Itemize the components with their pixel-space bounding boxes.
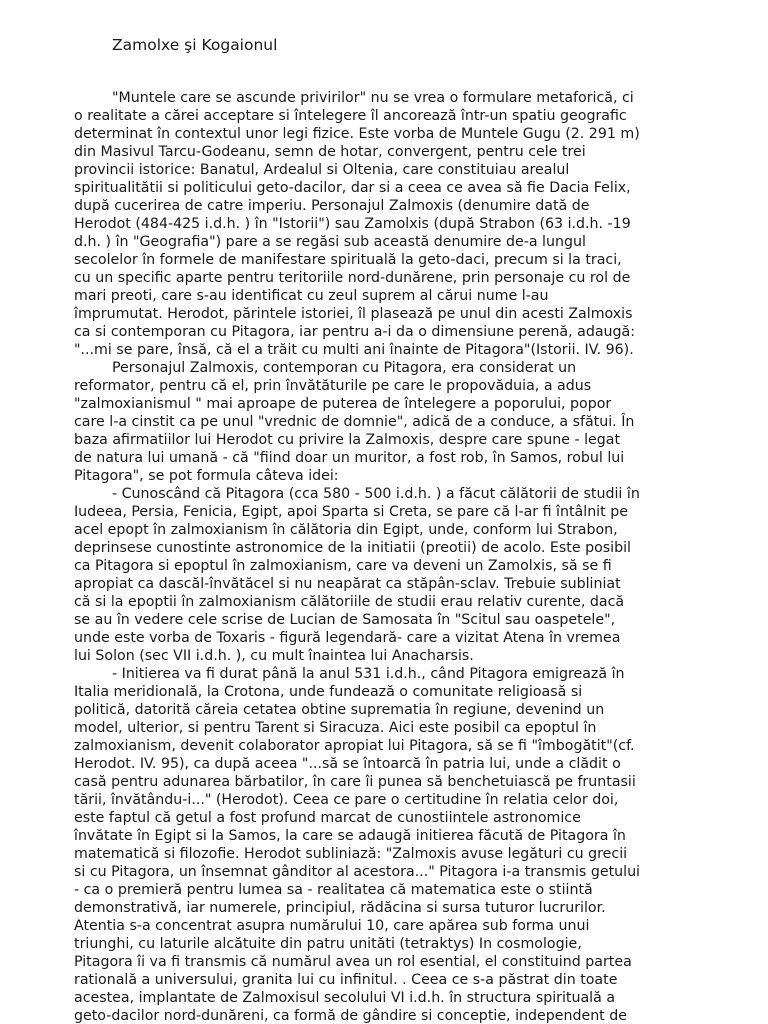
text-line: din Masivul Tarcu-Godeanu, semn de hotar, convergent, pentru cele trei [74, 144, 586, 160]
text-line: Iudeea, Persia, Fenicia, Egipt, apoi Sparta si Creta, se pare că l-ar fi întâlnit pe [74, 504, 628, 520]
text-line: baza afirmatiilor lui Herodot cu privire la Zalmoxis, despre care spune - legat [74, 432, 621, 448]
text-line: ca si contemporan cu Pitagora, iar pentru a-i da o dimensiune perenă, adaugă: [74, 324, 635, 340]
text-line: model, ulterior, si pentru Tarent si Siracuza. Aici este posibil ca epoptul în [74, 720, 597, 736]
text-line: Italia meridională, la Crotona, unde fundează o comunitate religioasă si [74, 684, 583, 700]
text-line: deprinsese cunostinte astronomice de la initiatii (preotii) de acolo. Este posibil [74, 540, 631, 556]
text-line: matematică si filozofie. Herodot subliniază: "Zalmoxis avuse legături cu grecii [74, 846, 628, 862]
text-line: cu un specific aparte pentru teritoriile nord-dunărene, prin personaje cu rol de [74, 270, 631, 286]
text-line: mari preoti, care s-au identificat cu zeul suprem al cărui nume l-au [74, 288, 549, 304]
document-title: Zamolxe şi Kogaionul [112, 36, 278, 54]
text-line: - Initierea va fi durat până la anul 531 i.d.h., când Pitagora emigrează în [112, 666, 625, 682]
text-line: "...mi se pare, însă, că el a trăit cu multi ani înainte de Pitagora"(Istorii. IV. 96). [74, 342, 634, 358]
text-line: Pitagora îi va fi transmis că numărul avea un rol esential, el constituind partea [74, 954, 632, 970]
text-line: acel epopt în zalmoxianism în călătoria din Egipt, unde, conform lui Strabon, [74, 522, 618, 538]
text-line: că si la epoptii în zalmoxianism călătoriile de studii erau relativ curente, dacă [74, 594, 625, 610]
text-line: triunghi, cu laturile alcătuite din patru unităti (tetraktys) In cosmologie, [74, 936, 582, 952]
text-line: învătate în Egipt si la Samos, la care se adaugă initierea făcută de Pitagora în [74, 828, 626, 844]
text-line: "zalmoxianismul " mai aproape de puterea de întelegere a poporului, popor [74, 396, 612, 412]
text-line: - Cunoscând că Pitagora (cca 580 - 500 i.d.h. ) a făcut călătorii de studii în [112, 486, 640, 502]
text-line: spiritualitătii si politicului geto-dacilor, dar si a ceea ce avea să fie Dacia Felix, [74, 180, 631, 196]
text-line: apropiat ca dascăl-învătăcel si nu neapărat ca stăpân-sclav. Trebuie subliniat [74, 576, 621, 592]
text-line: lui Solon (sec VII i.d.h. ), cu mult înaintea lui Anacharsis. [74, 648, 474, 664]
text-line: unde este vorba de Toxaris - figură legendară- care a vizitat Atena în vremea [74, 630, 621, 646]
text-line: "Muntele care se ascunde privirilor" nu se vrea o formulare metaforică, ci [112, 90, 634, 106]
text-line: de natura lui umană - că "fiind doar un muritor, a fost rob, în Samos, robul lui [74, 450, 625, 466]
text-line: geto-dacilor nord-dunăreni, ca formă de gândire si conceptie, independent de [74, 1008, 627, 1024]
text-line: împrumutat. Herodot, părintele istoriei, îl plasează pe unul din acesti Zalmoxis [74, 306, 633, 322]
text-line: tării, învătându-i..." (Herodot). Ceea ce pare o certitudine în relatia celor doi, [74, 792, 619, 808]
text-line: reformator, pentru că el, prin învătăturile pe care le propovăduia, a adus [74, 378, 592, 394]
text-line: Herodot. IV. 95), ca după aceea "...să se întoarcă în patria lui, unde a clădit o [74, 756, 621, 772]
text-line: si cu Pitagora, un însemnat gânditor al acestora..." Pitagora i-a transmis getului [74, 864, 640, 880]
text-line: este faptul că getul a fost profund marcat de cunostiintele astronomice [74, 810, 581, 826]
text-line: acestea, implantate de Zalmoxisul secolului VI i.d.h. în structura spirituală a [74, 990, 616, 1006]
text-line: ca Pitagora si epoptul în zalmoxianism, care va deveni un Zamolxis, să se fi [74, 558, 612, 574]
text-line: o realitate a cărei acceptare si întelegere îl ancorează într-un spatiu geografic [74, 108, 627, 124]
text-line: după cucerirea de catre imperiu. Personajul Zalmoxis (denumire dată de [74, 198, 590, 214]
text-line: secolelor în formele de manifestare spirituală la geto-daci, precum si la traci, [74, 252, 622, 268]
text-line: determinat în contextul unor legi fizice. Este vorba de Muntele Gugu (2. 291 m) [74, 126, 640, 142]
text-line: Herodot (484-425 i.d.h. ) în "Istorii") sau Zamolxis (după Strabon (63 i.d.h. -19 [74, 216, 631, 232]
text-line: d.h. ) în "Geografia") pare a se regăsi sub această denumire de-a lungul [74, 234, 586, 250]
text-line: care l-a cinstit ca pe unul "vrednic de domnie", adică de a conduce, a sfătui. În [74, 414, 635, 430]
text-line: zalmoxianism, devenit colaborator apropiat lui Pitagora, să se fi "îmbogătit"(cf. [74, 738, 635, 754]
text-line: Personajul Zalmoxis, contemporan cu Pitagora, era considerat un [112, 360, 577, 376]
text-line: demonstrativă, iar numerele, principiul, rădăcina si sursa tuturor lucrurilor. [74, 900, 606, 916]
document-body [74, 89, 714, 1024]
text-line: politică, datorită căreia cetatea obtine suprematia în regiune, devenind un [74, 702, 605, 718]
text-line: Atentia s-a concentrat asupra numărului 10, care apărea sub forma unui [74, 918, 590, 934]
text-line: Pitagora", se pot formula câteva idei: [74, 468, 339, 484]
text-line: casă pentru adunarea bărbatilor, în care îi punea să benchetuiască pe fruntasii [74, 774, 636, 790]
text-line: - ca o premieră pentru lumea sa - realitatea că matematica este o stiintă [74, 882, 593, 898]
text-line: ratională a universului, granita lui cu infinitul. . Ceea ce s-a păstrat din toate [74, 972, 618, 988]
text-line: provincii istorice: Banatul, Ardealul si Oltenia, care constituiau arealul [74, 162, 570, 178]
text-line: se au în vedere cele scrise de Lucian de Samosata în "Scitul sau oaspetele", [74, 612, 616, 628]
